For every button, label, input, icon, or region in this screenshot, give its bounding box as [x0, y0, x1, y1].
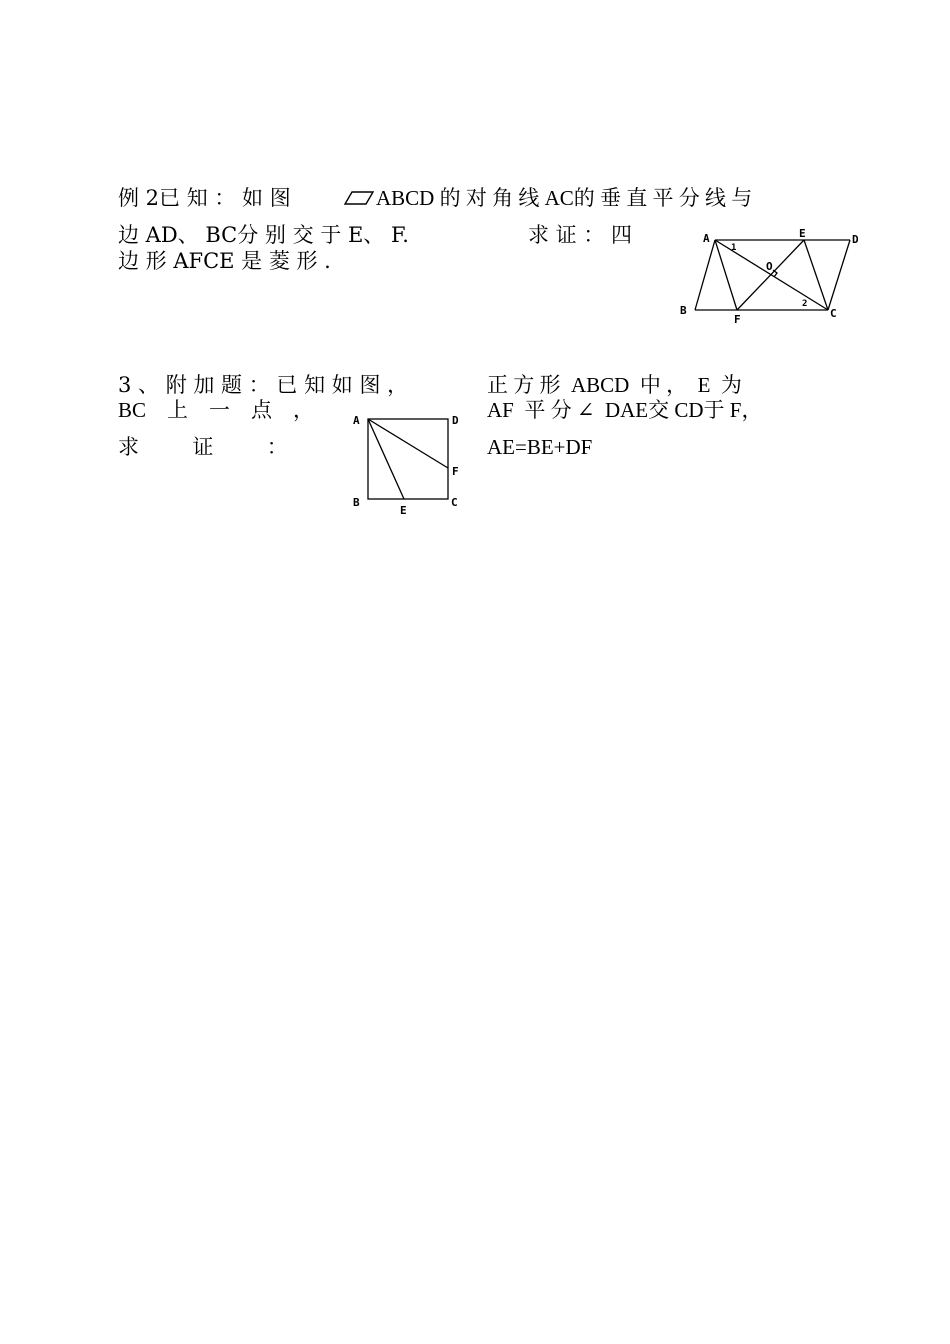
label-O: O: [766, 260, 773, 273]
label-A: A: [703, 232, 710, 245]
label-E: E: [799, 228, 806, 240]
problem3-line1-right: 正 方 形 ABCD 中 ， E 为: [487, 373, 742, 397]
example2-line1-prefix: 例 2已 知 ： 如 图: [118, 186, 291, 210]
sq-label-E: E: [400, 504, 407, 517]
sq-label-D: D: [452, 414, 459, 427]
label-C: C: [830, 307, 837, 320]
sq-label-F: F: [452, 465, 459, 478]
parallelogram-icon: [344, 190, 374, 206]
label-F: F: [734, 313, 741, 326]
example2-line2-left: 边 AD、 BC分 别 交 于 E、 F.: [118, 223, 409, 247]
problem3-line3-left: 求 证 ：: [118, 435, 288, 459]
sq-label-A: A: [353, 414, 360, 427]
sq-label-B: B: [353, 496, 360, 509]
example2-line3: 边 形 AFCE 是 菱 形 .: [118, 249, 331, 273]
problem3-line1-left: 3 、 附 加 题 ： 已 知 如 图 ，: [118, 373, 409, 397]
example2-line2-right: 求 证 ： 四: [528, 223, 633, 247]
square-figure: [348, 408, 468, 520]
problem3-line2-right: AF 平 分 ∠ DAE交 CD于 F，: [487, 398, 763, 422]
parallelogram-figure: [676, 228, 866, 328]
label-D: D: [852, 233, 859, 246]
label-angle-1: 1: [731, 243, 737, 253]
problem3-line3-right: AE=BE+DF: [487, 435, 593, 459]
problem3-line2-left: BC 上 一 点 ，: [118, 398, 315, 422]
example2-line1-suffix: ABCD 的 对 角 线 AC的 垂 直 平 分 线 与: [376, 186, 753, 210]
sq-label-C: C: [451, 496, 458, 509]
label-angle-2: 2: [802, 299, 808, 309]
label-B: B: [680, 304, 687, 317]
